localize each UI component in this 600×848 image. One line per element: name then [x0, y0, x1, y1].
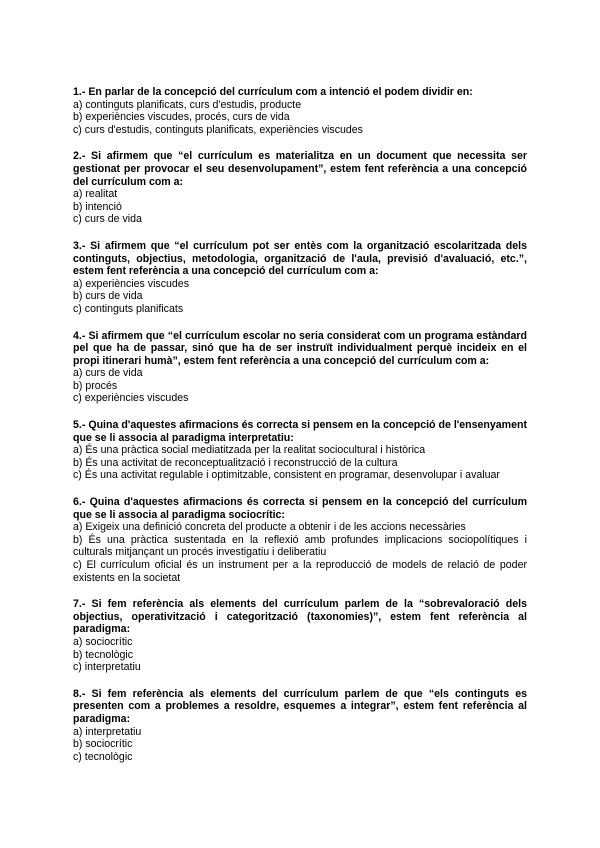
option-c: c) tecnològic [73, 750, 133, 763]
option-c: c) És una activitat regulable i optimitzable, consistent en programar, desenvolupar i avaluar [73, 469, 500, 482]
question-text [73, 496, 527, 521]
option-a: a) continguts planificats, curs d'estudis, producte [73, 98, 302, 111]
option-c: c) interpretatiu [73, 661, 141, 674]
option-c: c) continguts planificats [73, 302, 184, 315]
option-b: b) experiències viscudes, procés, curs de vida [73, 111, 290, 124]
question-text [73, 688, 527, 726]
question-statement: En parlar de la concepció del currículum com a intenció el podem dividir en: [88, 86, 473, 98]
question-statement: Si fem referència als elements del currículum parlem de la “sobrevaloració dels objectius, operativització i categorització (taxonomies)”, estem fent referència al paradigma: [73, 598, 527, 636]
option-list [73, 367, 527, 405]
question-6 [73, 496, 527, 584]
option-list [73, 278, 527, 316]
question-number: 1.- [73, 86, 86, 98]
option-a: a) interpretatiu [73, 725, 142, 738]
question-text [73, 86, 527, 99]
option-b: b) tecnològic [73, 648, 134, 661]
question-number: 8.- [73, 687, 86, 700]
option-a: a) sociocrític [73, 635, 133, 648]
question-number: 5.- [73, 419, 86, 432]
option-c: c) curs d'estudis, continguts planificats, experiències viscudes [73, 123, 363, 136]
question-text [73, 240, 527, 278]
question-5 [73, 419, 527, 482]
question-statement: Si fem referència als elements del currículum parlem de que “els continguts es presenten com a problemes a resoldre, esquemes a integrar”, estem fent referència al paradigma: [73, 687, 527, 725]
question-text [73, 330, 527, 368]
question-number: 4.- [73, 329, 86, 342]
question-statement: Si afirmem que “el currículum escolar no seria considerat com un programa estàndard pel que ha de passar, sinó que ha de ser instruït individualment perquè incideix en el propi itinerari humà”, estem fent referència a una concepció del currículum com a: [73, 329, 527, 367]
option-a: a) curs de vida [73, 367, 143, 380]
option-list [73, 636, 527, 674]
option-b: b) sociocrític [73, 738, 133, 751]
question-2 [73, 150, 527, 226]
question-3 [73, 240, 527, 316]
option-a: a) És una pràctica social mediatitzada per la realitat sociocultural i històrica [73, 444, 426, 457]
option-c: c) experiències viscudes [73, 392, 189, 405]
option-a: a) experiències viscudes [73, 277, 189, 290]
question-number: 6.- [73, 496, 86, 509]
option-b: b) És una pràctica sustentada en la reflexió amb profundes implicacions sociopolítiques i culturals mitjançant un procés investigatiu i deliberatiu [73, 533, 527, 559]
question-number: 3.- [73, 239, 86, 252]
question-number: 2.- [73, 150, 86, 163]
question-4 [73, 330, 527, 406]
option-b: b) procés [73, 379, 118, 392]
option-b: b) intenció [73, 200, 122, 213]
option-list [73, 188, 527, 226]
question-7 [73, 598, 527, 674]
option-list [73, 99, 527, 137]
option-list [73, 521, 527, 584]
question-statement: Si afirmem que “el currículum es materialitza en un document que necessita ser gestionat per provocar el seu desenvolupament”, estem fent referència a una concepció del currículum com a: [73, 150, 527, 188]
question-statement: Quina d'aquestes afirmacions és correcta si pensem en la concepció del currículum que se li associa al paradigma sociocrític: [73, 496, 527, 521]
question-number: 7.- [73, 598, 86, 611]
question-1 [73, 86, 527, 136]
option-list [73, 444, 527, 482]
option-c: c) El currículum oficial és un instrument per a la reproducció de models de relació de poder existents en la societat [73, 559, 527, 584]
option-a: a) Exigeix una definició concreta del producte a obtenir i de les accions necessàries [73, 521, 466, 534]
quiz-document [73, 86, 527, 777]
question-text [73, 419, 527, 444]
option-c: c) curs de vida [73, 213, 142, 226]
question-text [73, 150, 527, 188]
question-statement: Si afirmem que “el currículum pot ser entès com la organització escolaritzada dels continguts, objectius, metodologia, organització de l'aula, previsió d'avaluació, etc.”, estem fent referència a una concepció del currículum com a: [73, 239, 527, 278]
question-statement: Quina d'aquestes afirmacions és correcta si pensem en la concepció de l'ensenyament que se li associa al paradigma interpretatiu: [73, 419, 527, 444]
option-a: a) realitat [73, 188, 118, 201]
question-8 [73, 688, 527, 764]
option-b: b) És una activitat de reconceptualització i reconstrucció de la cultura [73, 456, 398, 469]
question-text [73, 598, 527, 636]
option-b: b) curs de vida [73, 290, 143, 303]
option-list [73, 726, 527, 764]
